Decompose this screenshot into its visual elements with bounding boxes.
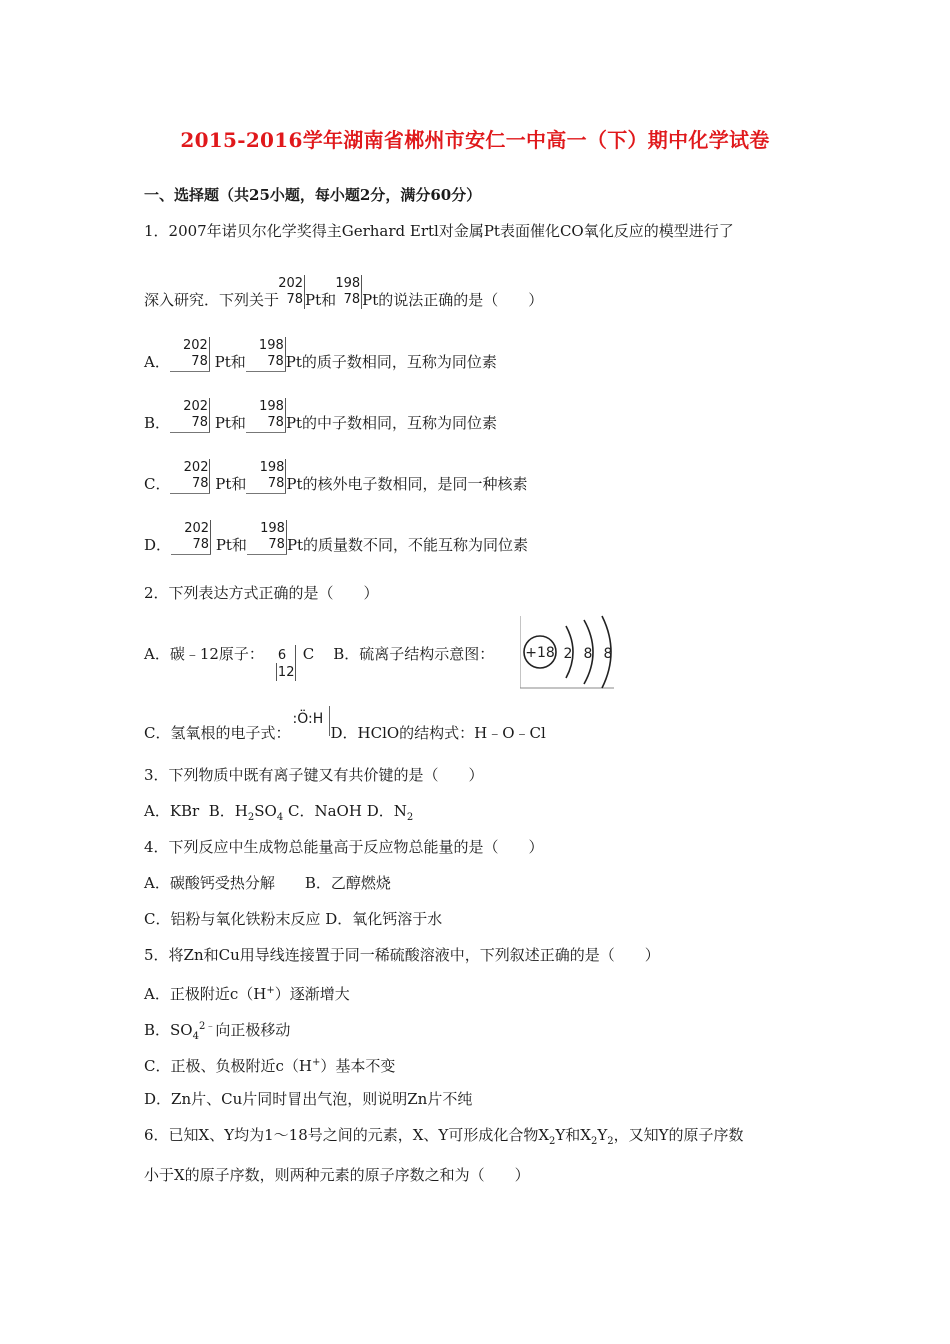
atomic-number: 78 (192, 537, 210, 552)
atomic-number: 78 (191, 354, 208, 369)
q6-text: Y (597, 1126, 608, 1144)
q3-options (144, 802, 413, 827)
option-and: Pt和 (214, 353, 246, 371)
mass-number: 198 (258, 338, 284, 353)
q2-option-d-text: D．HClO的结构式：H﹣O﹣Cl (330, 724, 546, 742)
q5-option-b-post: 向正极移动 (215, 1021, 291, 1039)
q2-stem: 2．下列表达方式正确的是（ ） (144, 584, 379, 602)
option-text: Pt的核外电子数相同，是同一种核素 (286, 475, 528, 493)
superscript: + (266, 985, 275, 996)
subscript: 2 (247, 812, 255, 823)
q3-option-b-pre: B．H (208, 802, 248, 820)
mass-number: 198 (259, 460, 285, 475)
nucleus-charge: +18 (525, 645, 555, 661)
q3-option-d-pre: D．N (366, 802, 407, 820)
carbon12-nuclide (264, 645, 298, 680)
sulfur-ion-diagram (520, 614, 616, 690)
q6-stem-line2: 小于X的原子序数，则两种元素的原子序数之和为（ ） (144, 1166, 530, 1184)
pt198-nuclide (246, 460, 286, 493)
atomic-number: 78 (267, 415, 284, 430)
q6-text: 6．已知X、Y均为1～18号之间的元素，X、Y可形成化合物X (144, 1126, 550, 1144)
q1-stem-line2 (144, 276, 544, 309)
mass-number: 198 (260, 521, 285, 536)
shell-3-count: 8 (603, 646, 613, 662)
pt198-nuclide (246, 338, 286, 371)
mass-number: 202 (183, 460, 209, 475)
q2-option-a-text: A．碳﹣12原子： (144, 645, 264, 663)
option-and: Pt和 (215, 475, 247, 493)
q5-option-b (144, 1018, 290, 1046)
q4-options-ab: A．碳酸钙受热分解 B．乙醇燃烧 (144, 874, 391, 892)
carbon-symbol: C (302, 645, 315, 663)
atomic-number: 78 (268, 537, 285, 552)
pt198-nuclide (335, 276, 362, 309)
oh-formula: :Ö:H (292, 711, 324, 727)
atomic-number: 78 (191, 476, 209, 491)
option-text: Pt的质量数不同，不能互称为同位素 (286, 536, 529, 554)
q2-option-c-text: C．氢氧根的电子式： (144, 724, 291, 742)
q5-option-c-post: ）基本不变 (320, 1057, 396, 1075)
q5-stem: 5．将Zn和Cu用导线连接置于同一稀硫酸溶液中，下列叙述正确的是（ ） (144, 946, 660, 964)
option-label: C． (144, 475, 171, 493)
q1-option-c (144, 460, 528, 493)
q3-option-b-mid: SO (254, 802, 277, 820)
mass-number: 202 (183, 338, 208, 353)
pt202-nuclide (170, 338, 210, 371)
pt198-nuclide (247, 521, 287, 554)
atomic-number: 78 (286, 292, 304, 307)
section-heading: 一、选择题（共25小题，每小题2分，满分60分） (144, 186, 482, 204)
subscript: 2 (607, 1136, 614, 1147)
mass-number: 202 (278, 276, 304, 291)
atomic-number: 78 (343, 292, 361, 307)
q5-option-a-post: ）逐渐增大 (274, 985, 350, 1003)
shell-1-count: 2 (563, 646, 573, 662)
option-and: Pt和 (214, 414, 246, 432)
q5-option-a-pre: A．正极附近c（H (144, 985, 267, 1003)
q3-option-a: A．KBr (144, 802, 200, 820)
q1-option-a (144, 338, 497, 371)
mass-number: 198 (335, 276, 361, 291)
option-label: D． (144, 536, 172, 554)
q6-stem-line1 (144, 1126, 744, 1151)
mass-number: 12 (277, 665, 295, 680)
subscript: 4 (276, 812, 284, 823)
pt202-nuclide (170, 460, 210, 493)
q2-options-ab (144, 645, 495, 680)
q1-option-b (144, 399, 498, 432)
q1-option-d (144, 521, 529, 554)
q5-option-c (144, 1054, 395, 1075)
option-text: Pt的质子数相同，互称为同位素 (285, 353, 497, 371)
subscript: 4 (192, 1031, 199, 1042)
option-and: Pt和 (215, 536, 247, 554)
atomic-number: 78 (267, 354, 284, 369)
q1-stem-pre: 深入研究．下列关于 (144, 291, 280, 309)
subscript: 2 (406, 812, 414, 823)
q5-option-d: D．Zn片、Cu片同时冒出气泡，则说明Zn片不纯 (144, 1090, 473, 1108)
option-text: Pt的中子数相同，互称为同位素 (285, 414, 498, 432)
q3-stem: 3．下列物质中既有离子键又有共价键的是（ ） (144, 766, 484, 784)
option-label: B． (144, 414, 171, 432)
pt202-nuclide (278, 276, 305, 309)
subscript: 2 (549, 1136, 556, 1147)
q5-option-c-pre: C．正极、负极附近c（H (144, 1057, 312, 1075)
q4-options-cd: C．铝粉与氧化铁粉末反应 D．氧化钙溶于水 (144, 910, 443, 928)
mass-number: 202 (184, 521, 210, 536)
atomic-number: 78 (191, 415, 209, 430)
option-label: A． (144, 353, 170, 371)
q5-option-a (144, 982, 350, 1003)
q6-text: ，又知Y的原子序数 (613, 1126, 744, 1144)
atomic-number: 6 (277, 648, 287, 663)
q6-text: Y和X (555, 1126, 591, 1144)
shell-2-count: 8 (583, 646, 593, 662)
q1-stem-and: Pt和 (305, 291, 337, 309)
q3-option-c: C．NaOH (288, 802, 362, 820)
subscript: 2 (591, 1136, 598, 1147)
q2-options-cd (144, 711, 546, 742)
hydroxide-electron-formula (290, 711, 330, 742)
superscript: + (311, 1057, 321, 1068)
q4-stem: 4．下列反应中生成物总能量高于反应物总能量的是（ ） (144, 838, 544, 856)
pt202-nuclide (170, 399, 210, 432)
q1-stem-post: Pt的说法正确的是（ ） (362, 291, 544, 309)
pt202-nuclide (171, 521, 211, 554)
superscript: 2﹣ (198, 1021, 216, 1032)
atomic-number: 78 (267, 476, 285, 491)
mass-number: 198 (259, 399, 284, 414)
exam-title: 2015-2016学年湖南省郴州市安仁一中高一（下）期中化学试卷 (180, 128, 770, 152)
q5-option-b-pre: B．SO (144, 1021, 193, 1039)
q2-option-b-text: B．硫离子结构示意图： (333, 645, 495, 663)
pt198-nuclide (246, 399, 286, 432)
mass-number: 202 (183, 399, 209, 414)
q1-stem-line1: 1．2007年诺贝尔化学奖得主Gerhard Ertl对金属Pt表面催化CO氧化反应的模型进行了 (144, 222, 734, 240)
